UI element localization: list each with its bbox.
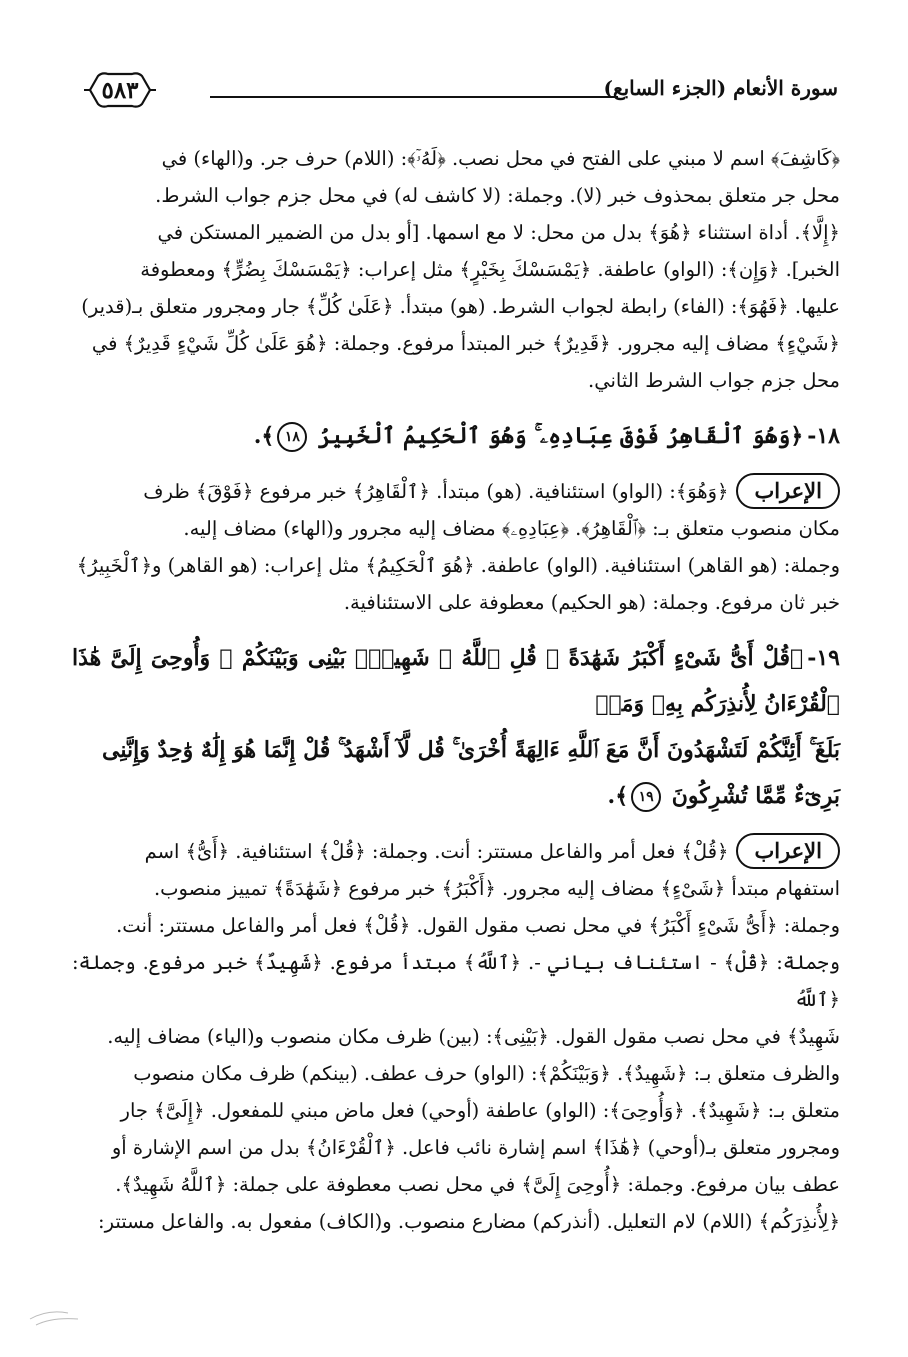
text-line: عطف بيان مرفوع. وجملة: ﴿أُوحِىَ إِلَىَّ﴾ في محل نصب معطوفة على جملة: ﴿ٱللَّهُ شَهِيدٌ﴾.	[115, 1173, 840, 1196]
verse-19	[72, 635, 840, 819]
text-line: ﴿كَاشِفَ﴾ اسم لا مبني على الفتح في محل نصب. ﴿لَهُۥٓ﴾: (اللام) حرف جر. و(الهاء) في	[161, 147, 840, 170]
text-line	[72, 473, 840, 510]
verse-text: ﴿قُلْ أَىُّ شَىْءٍ أَكْبَرُ شَهَٰدَةً ۖ قُلِ ٱللَّهُ ۖ شَهِيدٌۢ بَيْنِى وَبَيْنَكُمْ ۚ وَأُوحِىَ إِلَىَّ هَٰذَا ٱلْقُرْءَانُ لِأُنذِرَكُم بِهِۦ وَمَنۢ	[72, 645, 840, 717]
text-line: محل جزم جواب الشرط الثاني.	[588, 369, 840, 392]
text-line: وجملة: (هو القاهر) استئنافية. (الواو) عاطفة. ﴿هُوَ ٱلْحَكِيمُ﴾ مثل إعراب: (هو القاهر) و﴿ٱلْخَبِيرُ﴾	[76, 554, 840, 577]
text-line: وجملة: ﴿أَىُّ شَىْءٍ أَكْبَرُ﴾ في محل نصب مقول القول. ﴿قُلْ﴾ فعل أمر والفاعل مستتر: أنت.	[116, 914, 840, 937]
spacer	[72, 399, 840, 413]
paragraph-intro	[72, 140, 840, 399]
page-number: ٥٨٣	[101, 76, 139, 104]
text-line: وجملة: ﴿قُلْ﴾ - استئناف بياني -. ﴿ٱللَّهُ﴾ مبتدأ مرفوع. ﴿شَهِيدٌ﴾ خبر مرفوع. وجملة: ﴿ٱللَّهُ	[72, 951, 840, 1011]
ayah-number: ١٩	[638, 789, 654, 805]
verse-text: ﴿وَهُوَ ٱلْقَاهِرُ فَوْقَ عِبَادِهِۦ ۚ وَهُوَ ٱلْحَكِيمُ ٱلْخَبِيرُ	[318, 423, 804, 449]
text-line: ﴿إِلَّا﴾. أداة استثناء ﴿هُوَ﴾ بدل من محل: لا مع اسمها. [أو بدل من الضمير المستكن في	[157, 221, 840, 244]
ayah-end-marker	[277, 422, 307, 452]
irab-19	[72, 833, 840, 1240]
header-rule	[210, 96, 618, 98]
page-content	[72, 140, 840, 1240]
spacer	[72, 459, 840, 473]
text-line	[72, 833, 840, 870]
spacer	[72, 621, 840, 635]
verse-text: بَرِىٓءٌ مِّمَّا تُشْرِكُونَ	[671, 783, 840, 809]
text-line: استفهام مبتدأ ﴿شَىْءٍ﴾ مضاف إليه مجرور. ﴿أَكْبَرُ﴾ خبر مرفوع ﴿شَهَٰدَةً﴾ تمييز منصوب.	[153, 877, 840, 900]
page-header	[70, 58, 838, 128]
text-line: عليها. ﴿فَهُوَ﴾: (الفاء) رابطة لجواب الشرط. (هو) مبتدأ. ﴿عَلَىٰ كُلِّ﴾ جار ومجرور متعلق بـ(قدير)	[81, 295, 840, 318]
text-line: شَهِيدٌ﴾ في محل نصب مقول القول. ﴿بَيْنِى﴾: (بين) ظرف مكان منصوب و(الياء) مضاف إليه.	[107, 1025, 840, 1048]
irab-badge: الإعراب	[736, 833, 840, 869]
irab-line-text: ﴿قُلْ﴾ فعل أمر والفاعل مستتر: أنت. وجملة: ﴿قُلْ﴾ استئنافية. ﴿أَىُّ﴾ اسم	[144, 840, 729, 863]
verse-number: ١٩-	[807, 645, 840, 671]
verse-line: بَلَغَ ۚ أَئِنَّكُمْ لَتَشْهَدُونَ أَنَّ مَعَ ٱللَّهِ ءَالِهَةً أُخْرَىٰ ۚ قُل لَّآ أَشْهَدُ ۚ قُلْ إِنَّمَا هُوَ إِلَٰهٌ وَٰحِدٌ وَإِنَّنِى	[102, 737, 840, 763]
ayah-number: ١٨	[284, 429, 300, 445]
text-line: والظرف متعلق بـ: ﴿شَهِيدٌ﴾. ﴿وَبَيْنَكُمْ﴾: (الواو) حرف عطف. (بينكم) ظرف مكان منصوب	[133, 1062, 840, 1085]
page-number-frame	[80, 66, 160, 114]
irab-line-text: ﴿وَهُوَ﴾: (الواو) استئنافية. (هو) مبتدأ. ﴿ٱلْقَاهِرُ﴾ خبر مرفوع ﴿فَوْقَ﴾ ظرف	[143, 480, 729, 503]
verse-18	[72, 413, 840, 459]
verse-line	[72, 773, 840, 819]
page-title: سورة الأنعام (الجزء السابع)	[603, 76, 838, 100]
irab-badge: الإعراب	[736, 473, 840, 509]
ayah-end-marker	[631, 782, 661, 812]
text-line: ﴿لِأُنذِرَكُم﴾ (اللام) لام التعليل. (أنذركم) مضارع منصوب. و(الكاف) مفعول به. والفاعل مستتر:	[98, 1210, 840, 1233]
text-line: الخبر]. ﴿وَإِن﴾: (الواو) عاطفة. ﴿يَمْسَسْكَ بِخَيْرٍ﴾ مثل إعراب: ﴿يَمْسَسْكَ بِضُرٍّ﴾ ومعطوفة	[140, 258, 840, 281]
text-line: ومجرور متعلق بـ(أوحي) ﴿هَٰذَا﴾ اسم إشارة نائب فاعل. ﴿ٱلْقُرْءَانُ﴾ بدل من اسم الإشارة أو	[111, 1136, 840, 1159]
text-line: خبر ثان مرفوع. وجملة: (هو الحكيم) معطوفة على الاستئنافية.	[343, 591, 840, 614]
verse-closing: ﴾.	[253, 423, 275, 449]
verse-closing: ﴾.	[607, 783, 629, 809]
spacer	[72, 819, 840, 833]
text-line: متعلق بـ: ﴿شَهِيدٌ﴾. ﴿وَأُوحِىَ﴾: (الواو) عاطفة (أوحي) فعل ماض مبني للمفعول. ﴿إِلَىَّ﴾ جار	[120, 1099, 840, 1122]
verse-line	[72, 635, 840, 727]
irab-18	[72, 473, 840, 621]
text-line: محل جر متعلق بمحذوف خبر (لا). وجملة: (لا كاشف له) في محل جزم جواب الشرط.	[155, 184, 840, 207]
scan-artifact-icon	[28, 1279, 88, 1329]
text-line: مكان منصوب متعلق بـ: ﴿ٱلْقَاهِرُ﴾. ﴿عِبَادِهِۦ﴾ مضاف إليه مجرور و(الهاء) مضاف إليه.	[183, 517, 840, 540]
verse-number: ١٨-	[807, 423, 840, 449]
text-line: ﴿شَيْءٍ﴾ مضاف إليه مجرور. ﴿قَدِيرٌ﴾ خبر المبتدأ مرفوع. وجملة: ﴿هُوَ عَلَىٰ كُلِّ شَيْءٍ قَدِيرٌ﴾ في	[91, 332, 840, 355]
